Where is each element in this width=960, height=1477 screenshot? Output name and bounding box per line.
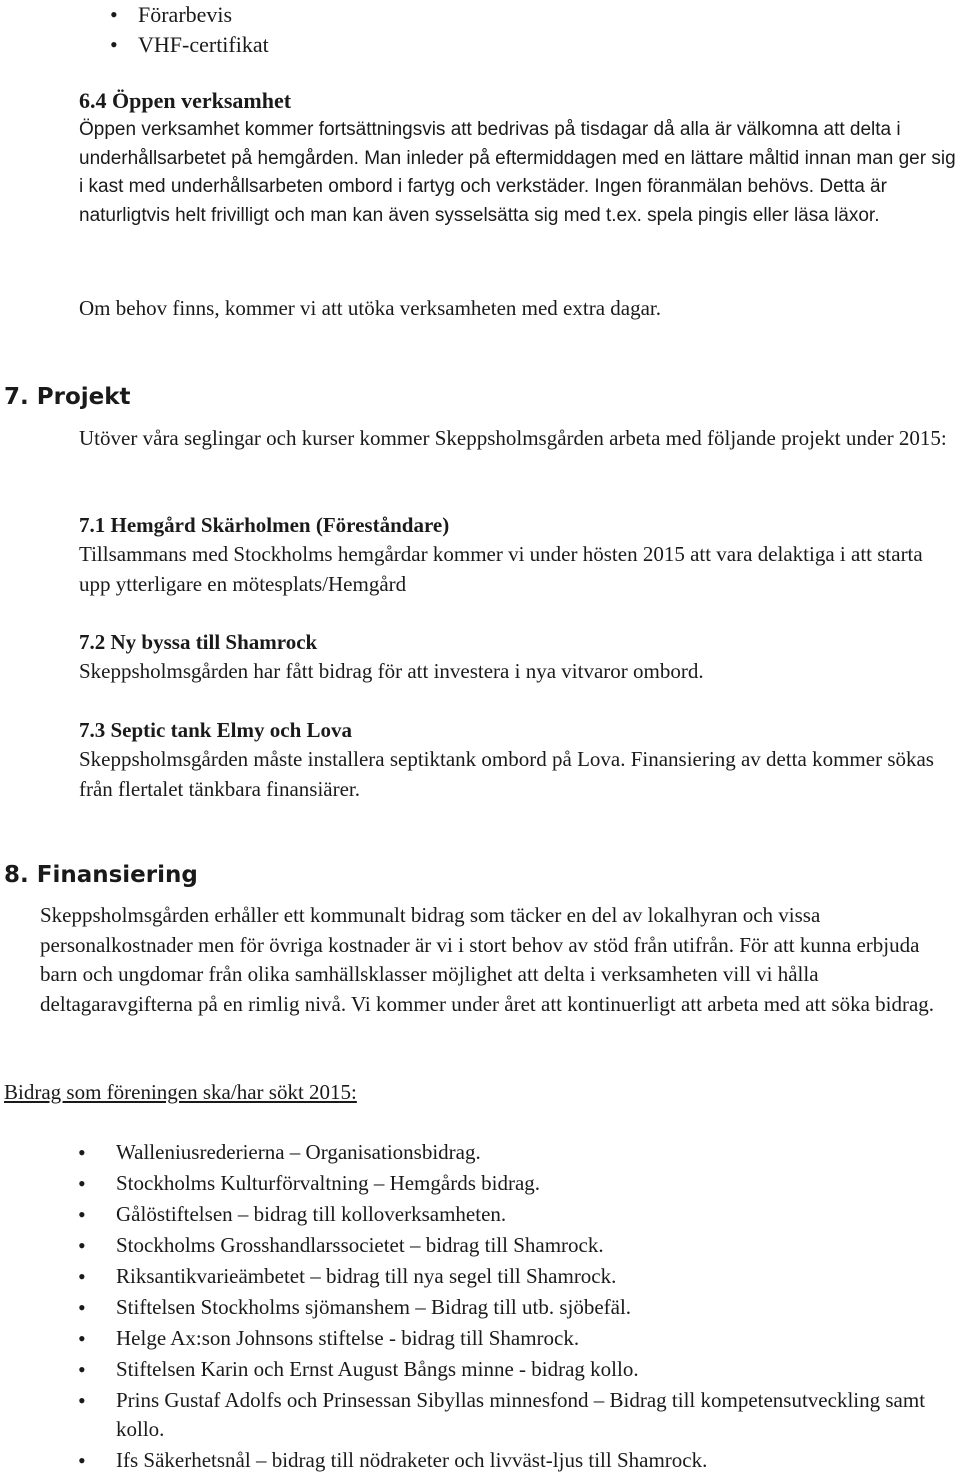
grant-list: [78, 1138, 938, 1477]
grant-item: • Walleniusrederierna – Organisationsbidrag.: [78, 1138, 938, 1167]
grant-item: • Riksantikvarieämbetet – bidrag till nya segel till Shamrock.: [78, 1262, 938, 1291]
section-7-2-body: Skeppsholmsgården har fått bidrag för att investera i nya vitvaror ombord.: [79, 659, 704, 683]
grant-item: • Stiftelsen Karin och Ernst August Bångs minne - bidrag kollo.: [78, 1355, 938, 1384]
section-7-3-heading: 7.3 Septic tank Elmy och Lova: [79, 718, 353, 742]
section-6-4-heading: 6.4 Öppen verksamhet: [79, 88, 292, 113]
section-7-intro: Utöver våra seglingar och kurser kommer Skeppsholmsgården arbeta med följande projekt under 2015:: [79, 426, 947, 450]
grant-item: • Ifs Säkerhetsnål – bidrag till nödraketer och livväst-ljus till Shamrock.: [78, 1446, 938, 1475]
certificate-list: [110, 0, 269, 60]
section-6-4-extra: Om behov finns, kommer vi att utöka verksamheten med extra dagar.: [79, 296, 662, 320]
grant-item: • Gålöstiftelsen – bidrag till kolloverksamheten.: [78, 1200, 938, 1229]
section-8-body: Skeppsholmsgården erhåller ett kommunalt bidrag som täcker en del av lokalhyran och vissa personalkostnader men för övriga kostnader är vi i stort behov av stöd från utifrån. För att kunna erbjuda barn och ungdomar från olika samhällsklasser möjlighet att delta i verksamheten vill vi hålla deltagaravgifterna på en rimlig nivå. Vi kommer under året att kontinuerligt att arbeta med att söka bidrag.: [40, 903, 935, 1016]
section-8-heading: 8. Finansiering: [4, 862, 198, 888]
list-item: • VHF-certifikat: [110, 30, 269, 60]
section-7-1-body: Tillsammans med Stockholms hemgårdar kommer vi under hösten 2015 att vara delaktiga i att starta upp ytterligare en mötesplats/Hemgård: [79, 542, 923, 596]
grants-heading: Bidrag som föreningen ska/har sökt 2015:: [4, 1080, 357, 1104]
grant-item: • Stockholms Grosshandlarssocietet – bidrag till Shamrock.: [78, 1231, 938, 1260]
grant-item: • Stiftelsen Stockholms sjömanshem – Bidrag till utb. sjöbefäl.: [78, 1293, 938, 1322]
section-7-1-heading: 7.1 Hemgård Skärholmen (Föreståndare): [79, 513, 450, 537]
section-6-4-body: Öppen verksamhet kommer fortsättningsvis att bedrivas på tisdagar då alla är välkomna att delta i underhållsarbetet på hemgården. Man inleder på eftermiddagen med en lättare måltid innan man ger sig i kast med underhållsarbeten ombord i fartyg och verkstäder. Ingen föranmälan behövs. Detta är naturligtvis helt frivilligt och man kan även sysselsätta sig med t.ex. spela pingis eller läsa läxor.: [79, 119, 956, 227]
grant-item: • Prins Gustaf Adolfs och Prinsessan Sibyllas minnesfond – Bidrag till kompetensutveckling samt kollo.: [78, 1386, 938, 1444]
grant-item: • Helge Ax:son Johnsons stiftelse - bidrag till Shamrock.: [78, 1324, 938, 1353]
section-7-heading: 7. Projekt: [4, 384, 131, 410]
list-item: • Förarbevis: [110, 0, 269, 30]
section-7-2-heading: 7.2 Ny byssa till Shamrock: [79, 630, 318, 654]
grant-item: • Stockholms Kulturförvaltning – Hemgårds bidrag.: [78, 1169, 938, 1198]
section-7-3-body: Skeppsholmsgården måste installera septiktank ombord på Lova. Finansiering av detta kommer sökas från flertalet tänkbara finansiärer.: [79, 747, 934, 801]
